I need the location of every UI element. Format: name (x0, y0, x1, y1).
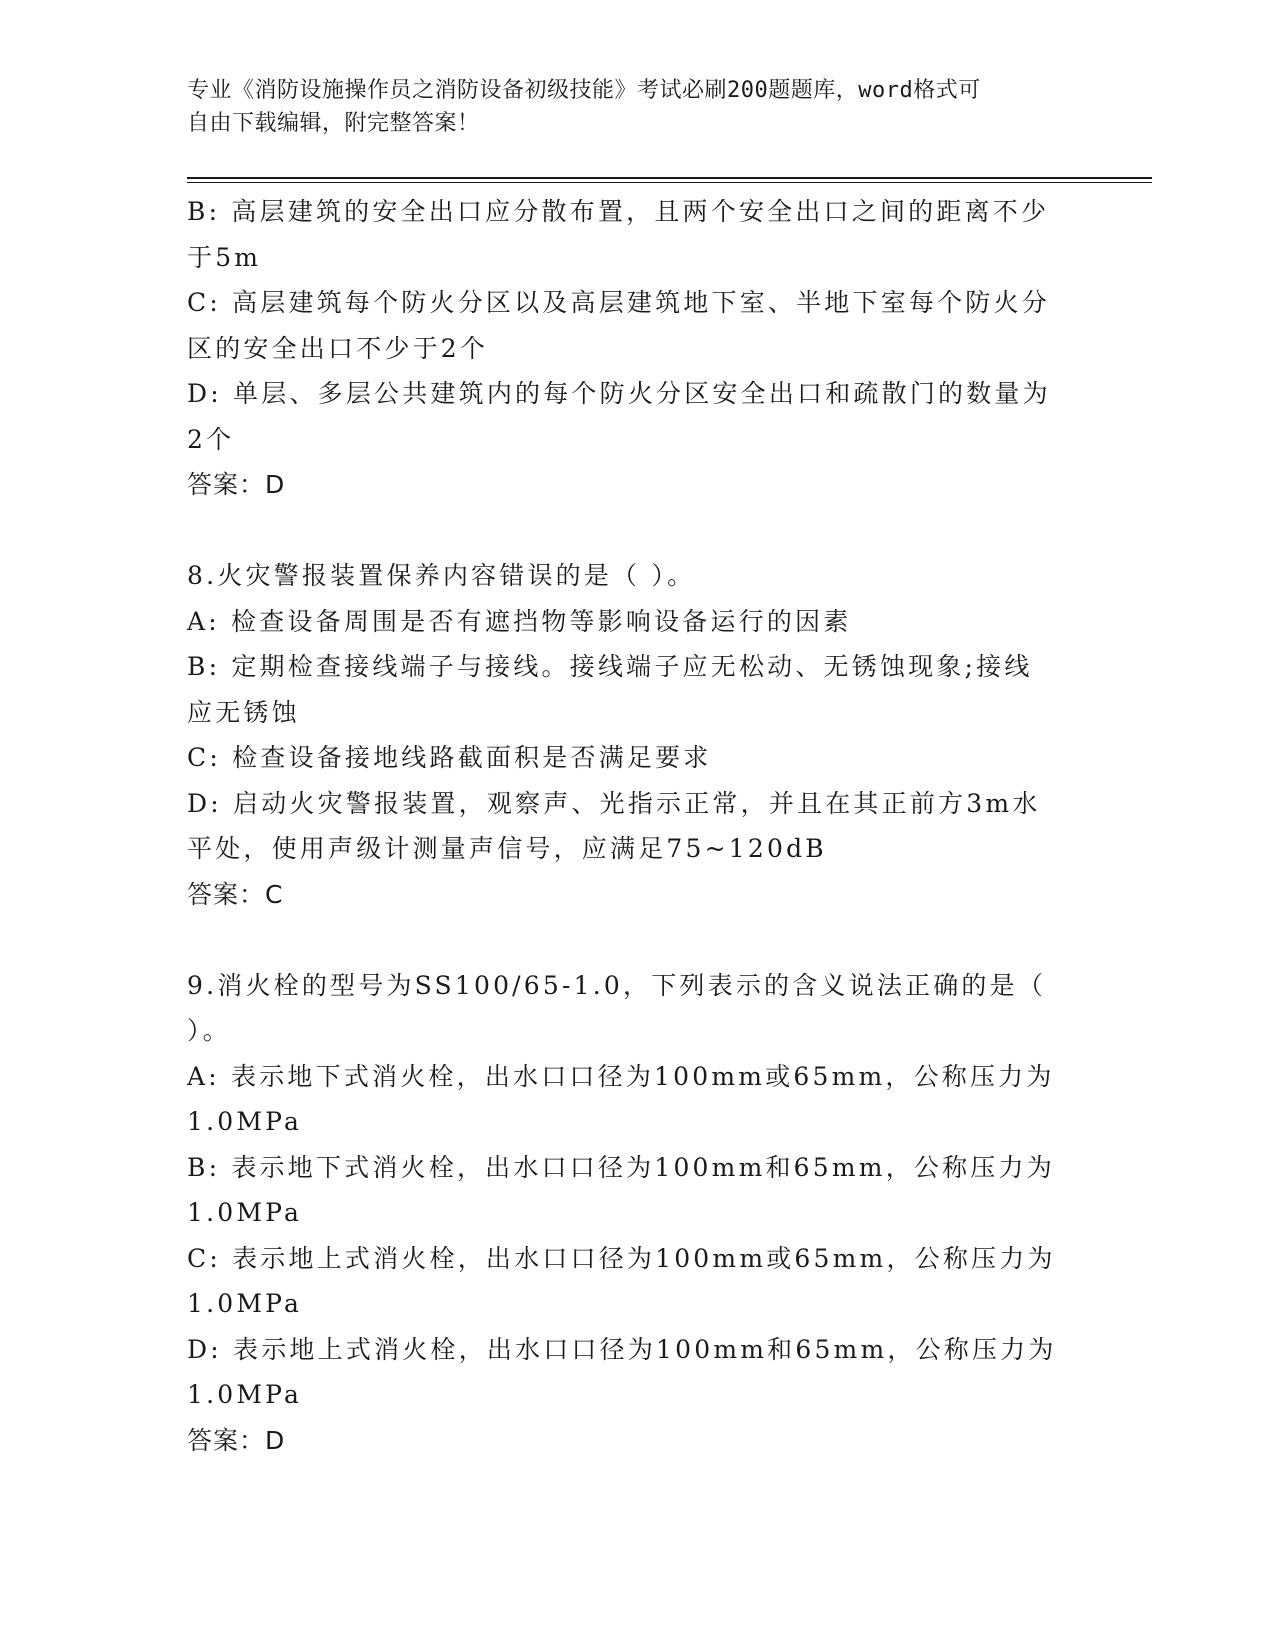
q8-option-d-cont: 平处，使用声级计测量声信号，应满足75~120dB (187, 834, 827, 863)
q9-stem: 9.消火栓的型号为SS100/65-1.0，下列表示的含义说法正确的是（ (187, 970, 1047, 1000)
q8-option-b: B: 定期检查接线端子与接线。接线端子应无松动、无锈蚀现象;接线 (187, 652, 1033, 681)
q9-stem-cont: ）。 (187, 1016, 231, 1045)
question-9 (187, 963, 1077, 1464)
q7-option-d: D: 单层、多层公共建筑内的每个防火分区安全出口和疏散门的数量为 (187, 379, 1051, 408)
q9-option-c: C: 表示地上式消火栓，出水口口径为100mm或65mm，公称压力为 (187, 1243, 1056, 1273)
question-content (187, 189, 1077, 1463)
q9-option-b: B: 表示地下式消火栓，出水口口径为100mm和65mm，公称压力为 (187, 1152, 1055, 1182)
q8-option-c: C: 检查设备接地线路截面积是否满足要求 (187, 743, 712, 772)
q9-option-c-cont: 1.0MPa (187, 1289, 303, 1318)
spacer (187, 917, 1077, 963)
question-7 (187, 189, 1077, 508)
header-divider-thin (187, 182, 1152, 183)
q8-stem: 8.火灾警报装置保养内容错误的是（ ）。 (187, 561, 696, 590)
q9-option-d-cont: 1.0MPa (187, 1380, 303, 1409)
q8-option-d: D: 启动火灾警报装置，观察声、光指示正常，并且在其正前方3m水 (187, 788, 1041, 818)
q7-option-c-cont: 区的安全出口不少于2个 (187, 333, 489, 363)
q9-option-a-cont: 1.0MPa (187, 1107, 303, 1136)
q8-answer: 答案：C (187, 879, 284, 909)
header-line-1: 专业《消防设施操作员之消防设备初级技能》考试必刷200题题库，word格式可 (187, 78, 981, 103)
header-line-2: 自由下载编辑，附完整答案！ (187, 111, 480, 136)
q7-option-c: C: 高层建筑每个防火分区以及高层建筑地下室、半地下室每个防火分 (187, 288, 1050, 317)
spacer (187, 508, 1077, 554)
q9-option-a: A: 表示地下式消火栓，出水口口径为100mm或65mm，公称压力为 (187, 1061, 1055, 1091)
page-header (187, 74, 1067, 140)
header-divider-thick (187, 177, 1152, 179)
q8-option-b-cont: 应无锈蚀 (187, 697, 300, 727)
q7-option-b: B: 高层建筑的安全出口应分散布置，且两个安全出口之间的距离不少 (187, 197, 1050, 226)
q7-answer: 答案：D (187, 470, 286, 499)
q7-option-d-cont: 2个 (187, 424, 235, 454)
q7-option-b-cont: 于5m (187, 242, 262, 272)
q8-option-a: A: 检查设备周围是否有遮挡物等影响设备运行的因素 (187, 606, 852, 636)
q9-answer: 答案：D (187, 1425, 286, 1455)
question-8 (187, 553, 1077, 917)
q9-option-b-cont: 1.0MPa (187, 1198, 303, 1227)
q9-option-d: D: 表示地上式消火栓，出水口口径为100mm和65mm，公称压力为 (187, 1334, 1057, 1364)
